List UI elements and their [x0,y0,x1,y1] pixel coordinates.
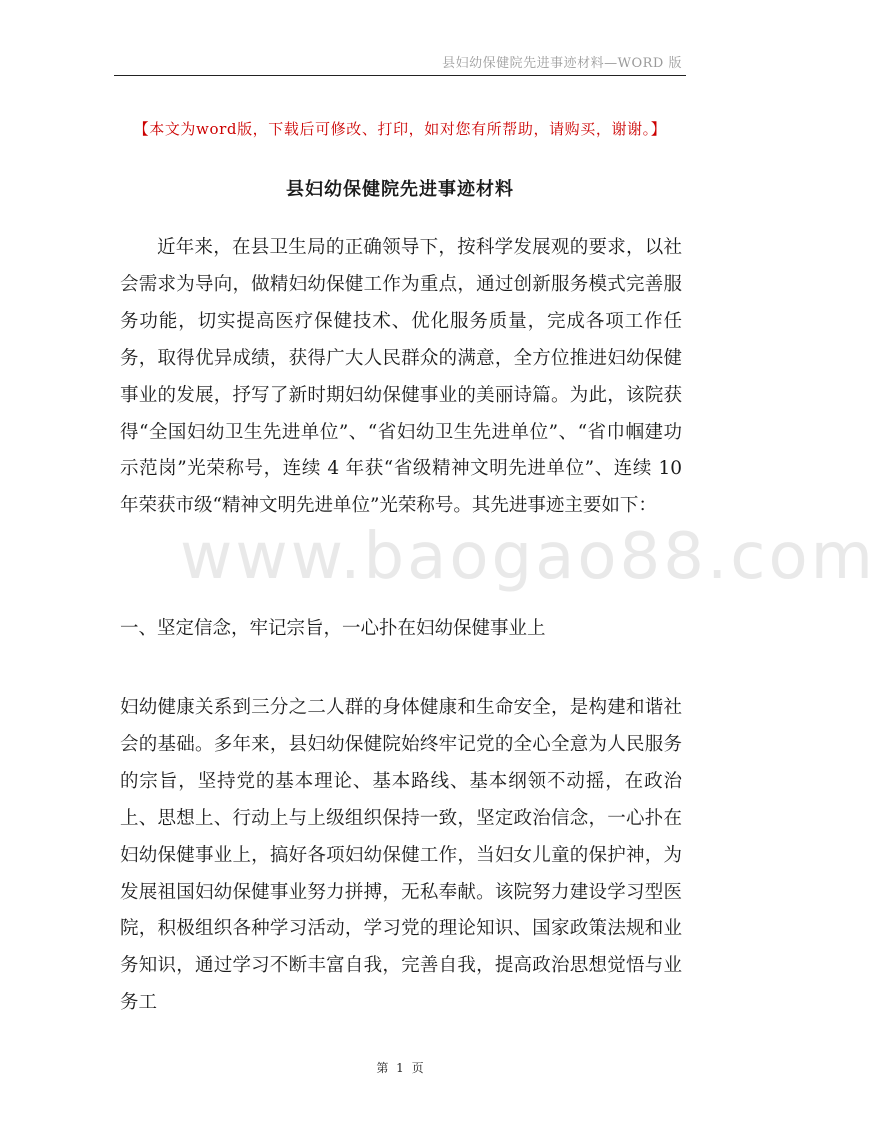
watermark: www.baogao88.com [180,520,876,594]
intro-paragraph: 近年来，在县卫生局的正确领导下，按科学发展观的要求，以社会需求为导向，做精妇幼保健工作为重点，通过创新服务模式完善服务功能，切实提高医疗保健技术、优化服务质量，完成各项工作任务，取得优异成绩，获得广大人民群众的满意，全方位推进妇幼保健事业的发展，抒写了新时期妇幼保健事业的美丽诗篇。为此，该院获得“全国妇幼卫生先进单位”、“省妇幼卫生先进单位”、“省巾帼建功示范岗”光荣称号，连续 4 年获“省级精神文明先进单位”、连续 10 年荣获市级“精神文明先进单位”光荣称号。其先进事迹主要如下： [120,237,682,517]
page-number: 1 [396,1061,404,1075]
document-title: 县妇幼保健院先进事迹材料 [286,179,514,200]
page-footer [0,1059,800,1076]
page-prefix: 第 [376,1061,389,1075]
page-suffix: 页 [411,1061,424,1075]
section-heading: 一、坚定信念，牢记宗旨，一心扑在妇幼保健事业上 [120,618,546,639]
header-divider [114,75,686,76]
body-paragraph: 妇幼健康关系到三分之二人群的身体健康和生命安全，是构建和谐社会的基础。多年来，县妇幼保健院始终牢记党的全心全意为人民服务的宗旨，坚持党的基本理论、基本路线、基本纲领不动摇，在政治上、思想上、行动上与上级组织保持一致，坚定政治信念，一心扑在妇幼保健事业上，搞好各项妇幼保健工作，当妇女儿童的保护神，为发展祖国妇幼保健事业努力拼搏，无私奉献。该院努力建设学习型医院，积极组织各种学习活动，学习党的理论知识、国家政策法规和业务知识，通过学习不断丰富自我，完善自我，提高政治思想觉悟与业务工 [120,697,682,1014]
running-header: 县妇幼保健院先进事迹材料—WORD 版 [442,56,682,71]
download-notice: 【本文为word版，下载后可修改、打印，如对您有所帮助，请购买，谢谢。】 [133,120,667,138]
